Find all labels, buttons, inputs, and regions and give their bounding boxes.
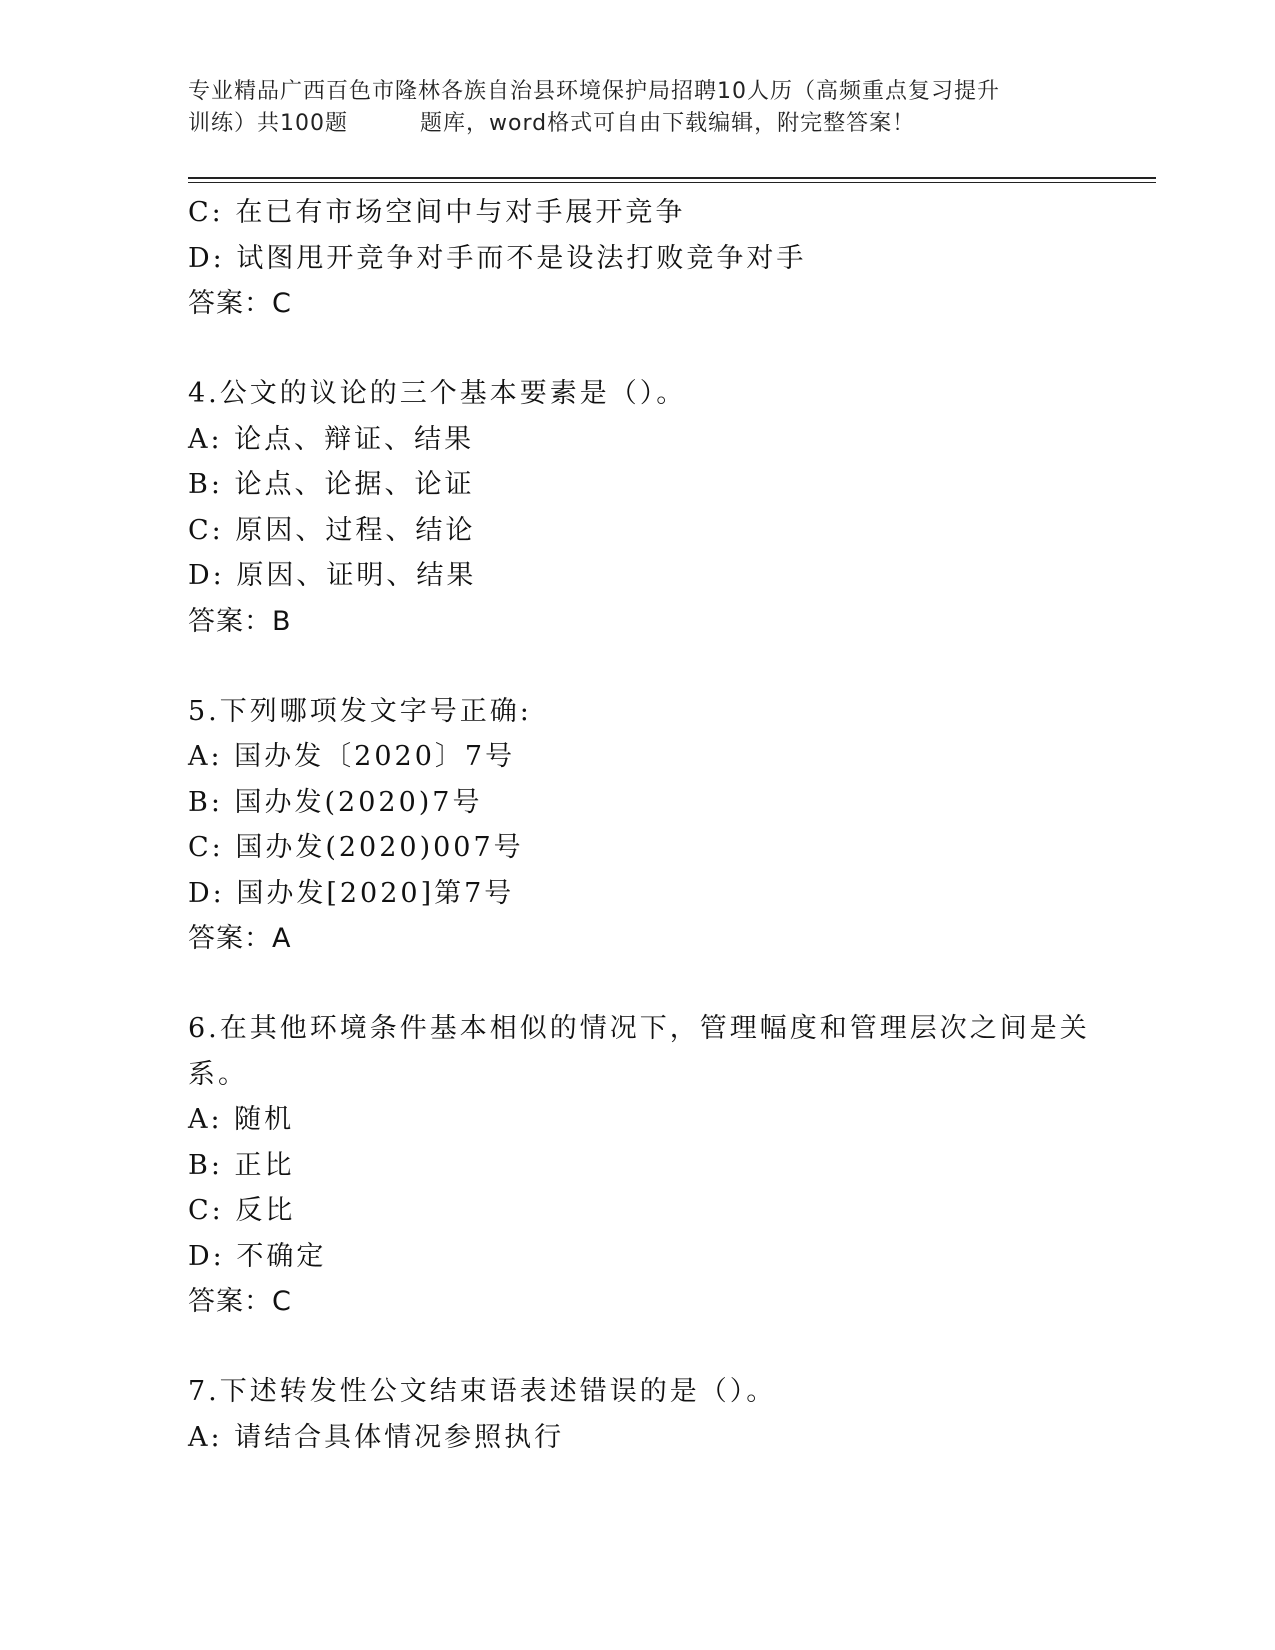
question-text-line-1: 6.在其他环境条件基本相似的情况下，管理幅度和管理层次之间是关: [188, 1013, 1090, 1044]
question-list: [188, 190, 1108, 1460]
option-c: C: 反比: [188, 1195, 296, 1226]
option-a: A: 随机: [188, 1104, 295, 1135]
question-5: [188, 689, 1108, 963]
header-title-line-2-part-b: 题库，word格式可自由下载编辑，附完整答案！: [420, 111, 916, 136]
page-header: [188, 76, 1088, 140]
option-a: A: 论点、辩证、结果: [188, 423, 475, 455]
option-a: A: 请结合具体情况参照执行: [188, 1421, 565, 1453]
question-7: [188, 1369, 1108, 1460]
header-title-line-1: 专业精品广西百色市隆林各族自治县环境保护局招聘10人历（高频重点复习提升: [188, 79, 1000, 104]
option-c: C: 在已有市场空间中与对手展开竞争: [188, 197, 686, 228]
answer: 答案：C: [188, 288, 292, 319]
option-d: D: 不确定: [188, 1240, 327, 1272]
option-b: B: 正比: [188, 1149, 295, 1181]
option-c: C: 原因、过程、结论: [188, 514, 476, 546]
header-divider-thick: [188, 177, 1156, 179]
option-d: D: 国办发[2020]第7号: [188, 877, 515, 909]
header-divider-thin: [188, 182, 1156, 183]
question-6: [188, 1006, 1108, 1325]
question-3-tail: [188, 190, 1108, 327]
header-title-line-2-part-a: 训练）共100题: [188, 111, 348, 136]
question-4: [188, 371, 1108, 645]
question-text: 7.下述转发性公文结束语表述错误的是（）。: [188, 1376, 777, 1407]
answer: 答案：A: [188, 923, 292, 954]
option-c: C: 国办发(2020)007号: [188, 832, 524, 863]
option-b: B: 论点、论据、论证: [188, 469, 475, 500]
answer: 答案：C: [188, 1286, 292, 1317]
question-text-line-2: 系。: [188, 1058, 248, 1090]
option-b: B: 国办发(2020)7号: [188, 786, 483, 818]
question-text: 4.公文的议论的三个基本要素是（）。: [188, 378, 687, 409]
question-text: 5.下列哪项发文字号正确:: [188, 695, 532, 727]
option-d: D: 原因、证明、结果: [188, 560, 477, 591]
answer: 答案：B: [188, 605, 292, 637]
option-d: D: 试图甩开竞争对手而不是设法打败竞争对手: [188, 242, 807, 274]
header-title-line-2: [188, 108, 1088, 140]
option-a: A: 国办发〔2020〕7号: [188, 741, 516, 772]
